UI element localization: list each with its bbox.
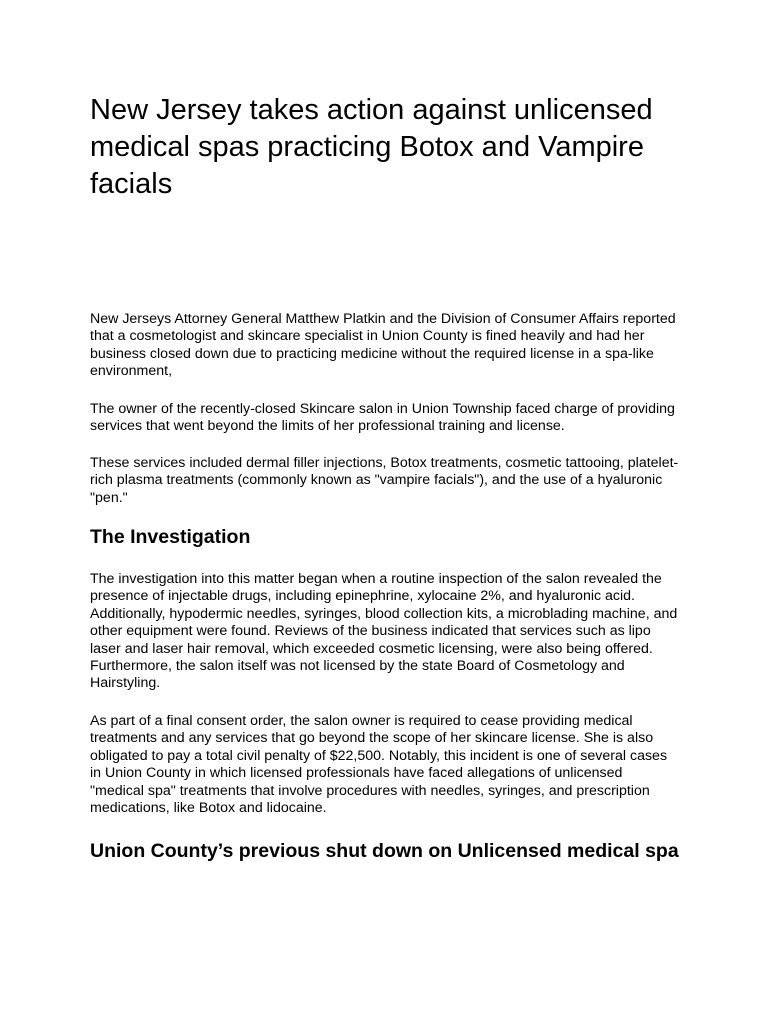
section-heading-investigation: The Investigation [90,526,251,548]
intro-paragraph-1: New Jerseys Attorney General Matthew Platkin and the Division of Consumer Affairs reported that a cosmetologist and skincare specialist in Union County is fined heavily and had her business closed down due to practicing medicine without the required license in a spa-like environment, [90,311,676,380]
document-title: New Jersey takes action against unlicensed medical spas practicing Botox and Vampire facials [90,94,653,200]
investigation-paragraph-2: As part of a final consent order, the salon owner is required to cease providing medical treatments and any services that go beyond the scope of her skincare license. She is also obligated to pay a total civil penalty of $22,500. Notably, this incident is one of several cases in Union County in which licensed professionals have faced allegations of unlicensed "medical spa" treatments that involve procedures with needles, syringes, and prescription medications, like Botox and lidocaine. [90,713,668,817]
investigation-paragraph-1: The investigation into this matter began when a routine inspection of the salon revealed the presence of injectable drugs, including epinephrine, xylocaine 2%, and hyaluronic acid. Additionally, hypodermic needles, syringes, blood collection kits, a microblading machine, and other equipment were found. Reviews of the business indicated that services such as lipo laser and laser hair removal, which exceeded cosmetic licensing, were also being offered. Furthermore, the salon itself was not licensed by the state Board of Cosmetology and Hairstyling. [90,571,678,692]
intro-paragraph-2: The owner of the recently-closed Skincare salon in Union Township faced charge of providing services that went beyond the limits of her professional training and license. [90,401,675,435]
intro-paragraph-3: These services included dermal filler injections, Botox treatments, cosmetic tattooing, platelet-rich plasma treatments (commonly known as "vampire facials"), and the use of a hyaluronic "pen." [90,455,679,506]
section-heading-previous-shutdown: Union County’s previous shut down on Unlicensed medical spa [90,840,679,862]
